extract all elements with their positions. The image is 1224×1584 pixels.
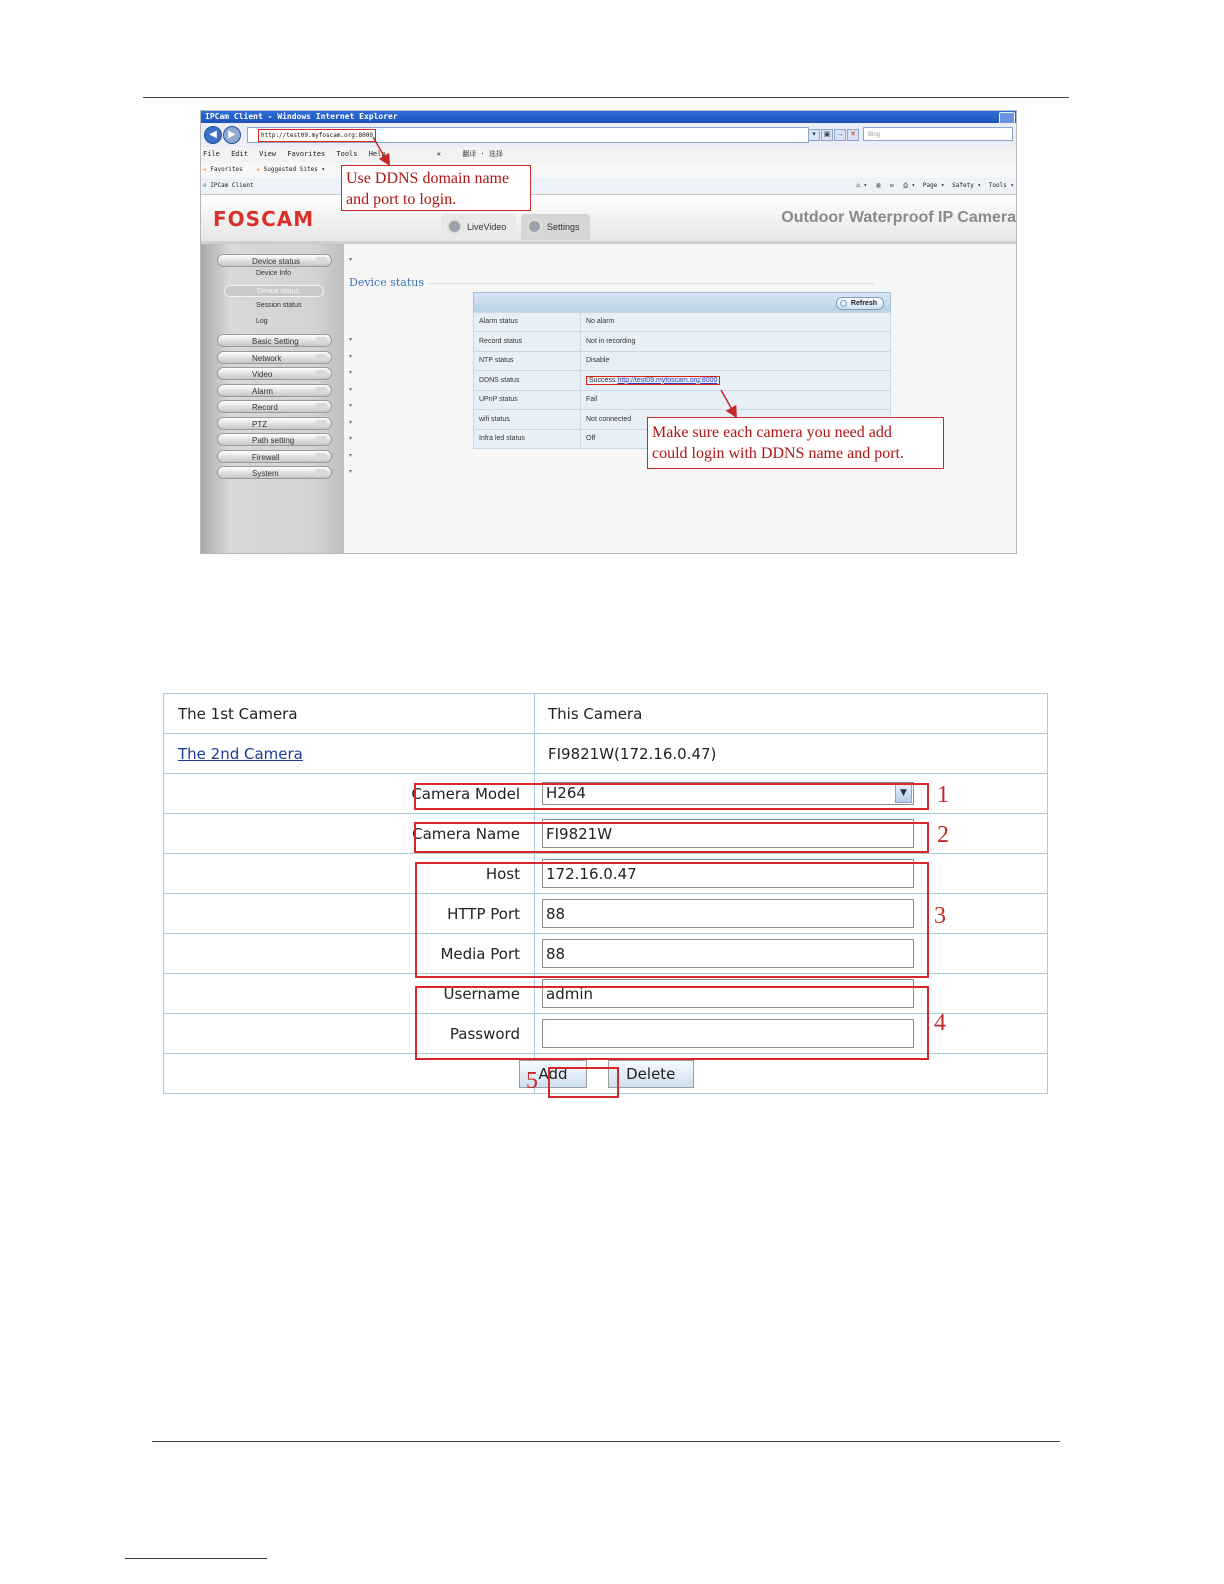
table-row	[164, 974, 1048, 1014]
status-label: UPnP status	[474, 390, 581, 410]
password-label: Password	[164, 1014, 535, 1054]
tools-menu[interactable]: Tools ▾	[988, 182, 1014, 189]
chevron-down-icon: ▾	[315, 403, 327, 410]
host-field[interactable]	[542, 859, 914, 888]
callout-line: could login with DDNS name and port.	[652, 445, 904, 462]
page-header-rule	[143, 97, 1069, 98]
chevron-down-icon[interactable]: ▼	[895, 784, 912, 803]
step-marker-2: 2	[937, 822, 949, 848]
second-camera-link[interactable]: The 2nd Camera	[178, 744, 303, 763]
password-cell	[535, 1014, 1048, 1054]
footnote-rule	[125, 1558, 267, 1559]
status-value: Off	[581, 429, 891, 449]
this-camera-label: This Camera	[535, 694, 1048, 734]
page-icon: e	[203, 182, 207, 189]
second-camera-cell	[164, 734, 535, 774]
sidebar-item-label: System	[252, 469, 279, 478]
sidebar-item-label: PTZ	[252, 420, 268, 429]
tab-settings-label: Settings	[547, 222, 580, 232]
status-label: Infra led status	[474, 429, 581, 449]
button-row-left	[164, 1054, 535, 1094]
username-field[interactable]	[542, 979, 914, 1008]
foscam-logo: FOSCAM	[213, 207, 315, 231]
chevron-down-icon: ▾	[315, 387, 327, 394]
table-row	[164, 814, 1048, 854]
camera-name-label: Camera Name	[164, 814, 535, 854]
chevron-down-icon: ▾	[315, 420, 327, 427]
status-label: Record status	[474, 332, 581, 352]
status-value: Not in recording	[581, 332, 891, 352]
sidebar-item-label: Alarm	[252, 387, 273, 396]
table-row	[164, 854, 1048, 894]
camera-name-cell	[535, 814, 1048, 854]
arrow-to-callout-2	[721, 390, 734, 413]
sidebar-item-label: Device status	[252, 257, 301, 266]
username-cell	[535, 974, 1048, 1014]
mail-icon[interactable]: ✉	[889, 182, 894, 189]
delete-button[interactable]: Delete	[608, 1060, 694, 1088]
chevron-down-icon: ▾	[315, 453, 327, 460]
print-icon[interactable]: ⎙ ▾	[903, 182, 916, 189]
suggested-sites[interactable]: Suggested Sites ▾	[263, 166, 326, 173]
table-row	[164, 1014, 1048, 1054]
sidebar-item-label: Video	[252, 370, 273, 379]
callout-line: and port to login.	[346, 191, 457, 208]
ddns-link[interactable]: http://test09.myfoscam.org:8000	[617, 376, 718, 384]
add-camera-form	[163, 693, 1048, 1104]
chevron-down-icon: ▾	[315, 436, 327, 443]
add-favorite-icon[interactable]: ★	[256, 166, 261, 173]
home-icon[interactable]: ⌂ ▾	[856, 182, 868, 189]
status-label: Alarm status	[474, 312, 581, 332]
feeds-icon[interactable]: ▤	[876, 182, 881, 189]
sidebar-item-label: Record	[252, 403, 278, 412]
chevron-down-icon: ▾	[315, 354, 327, 361]
chevron-down-icon: ▾	[315, 370, 327, 377]
password-field[interactable]	[542, 1019, 914, 1048]
refresh-label: Refresh	[850, 299, 877, 307]
table-row	[164, 1054, 1048, 1094]
safety-menu[interactable]: Safety ▾	[952, 182, 982, 189]
forward-icon[interactable]: ▶	[223, 126, 241, 144]
sidebar-item-label: Firewall	[252, 453, 280, 462]
media-port-cell	[535, 934, 1048, 974]
table-row	[164, 894, 1048, 934]
http-port-cell	[535, 894, 1048, 934]
status-label: wifi status	[474, 410, 581, 430]
http-port-label: HTTP Port	[164, 894, 535, 934]
sidebar-sub-log[interactable]: Log	[256, 318, 268, 325]
status-value: Not connected	[581, 410, 891, 430]
step-marker-4: 4	[934, 1010, 946, 1036]
host-cell	[535, 854, 1048, 894]
status-label: NTP status	[474, 351, 581, 371]
favorites-button[interactable]: Favorites	[210, 166, 243, 173]
first-camera-label[interactable]: The 1st Camera	[164, 694, 535, 734]
status-value: Disable	[581, 351, 891, 371]
status-value: No alarm	[581, 312, 891, 332]
table-row	[164, 694, 1048, 734]
sidebar-sub-device-status[interactable]: Device status	[224, 285, 324, 297]
menu-edit[interactable]: Edit	[231, 150, 248, 158]
menu-tools[interactable]: Tools	[336, 150, 358, 158]
arrow-to-callout-1	[373, 137, 387, 161]
back-icon[interactable]: ◀	[204, 126, 222, 144]
browser-tab[interactable]: IPCam Client	[210, 182, 254, 189]
menu-favorites[interactable]: Favorites	[287, 150, 326, 158]
step-marker-1: 1	[937, 782, 949, 808]
translate-menu[interactable]: 翻译 · 选择	[462, 150, 503, 158]
app-title: Outdoor Waterproof IP Camera	[781, 209, 1016, 226]
table-row	[164, 934, 1048, 974]
sidebar-item-label: Path setting	[252, 436, 295, 445]
compat-icon[interactable]: ▣	[821, 129, 833, 141]
tab-livevideo-label: LiveVideo	[467, 222, 507, 232]
status-label: DDNS status	[474, 371, 581, 391]
menu-view[interactable]: View	[259, 150, 277, 158]
http-port-field[interactable]	[542, 899, 914, 928]
browser-screenshot	[200, 110, 1017, 554]
page-footer-rule	[152, 1441, 1060, 1442]
chevron-down-icon: ▾	[315, 469, 327, 476]
sidebar-item-label: Network	[252, 354, 282, 363]
star-icon: ★	[203, 166, 207, 173]
table-row	[164, 774, 1048, 814]
url-text[interactable]: http://test09.myfoscam.org:8000	[258, 129, 376, 142]
sidebar-sub-session-status[interactable]: Session status	[256, 302, 302, 309]
callout-line: Use DDNS domain name	[346, 170, 510, 187]
section-title: Device status	[349, 276, 425, 289]
camera-model-label: Camera Model	[164, 774, 535, 814]
second-camera-info: FI9821W(172.16.0.47)	[535, 734, 1048, 774]
step-marker-5: 5	[526, 1068, 538, 1094]
chevron-down-icon: ▾	[315, 337, 327, 344]
window-title: IPCam Client - Windows Internet Explorer	[205, 112, 398, 121]
sidebar-item-label: Basic Setting	[252, 337, 299, 346]
username-label: Username	[164, 974, 535, 1014]
search-placeholder: Bing	[868, 132, 881, 138]
callout-line: Make sure each camera you need add	[652, 424, 892, 441]
media-port-label: Media Port	[164, 934, 535, 974]
camera-model-cell	[535, 774, 1048, 814]
table-row	[164, 734, 1048, 774]
ddns-status-text: Success	[589, 376, 616, 384]
dropdown-icon[interactable]: ▾	[808, 129, 820, 141]
add-button[interactable]: Add	[519, 1060, 587, 1088]
media-port-field[interactable]	[542, 939, 914, 968]
camera-form-table	[163, 693, 1048, 1094]
camera-model-value: H264	[546, 784, 586, 802]
host-label: Host	[164, 854, 535, 894]
camera-name-field[interactable]	[542, 819, 914, 848]
page-menu[interactable]: Page ▾	[922, 182, 945, 189]
chevron-down-icon: ▾	[315, 257, 327, 264]
callout-arrows	[201, 111, 1017, 554]
step-marker-3: 3	[934, 903, 946, 929]
status-value: Fail	[581, 390, 891, 410]
stop-icon[interactable]: ✕	[847, 129, 859, 141]
menu-file[interactable]: File	[203, 150, 220, 158]
sidebar-sub-device-info[interactable]: Device Info	[256, 270, 292, 277]
close-menu-icon[interactable]: ✕	[436, 150, 441, 158]
camera-model-select[interactable]	[542, 782, 914, 805]
button-row-right	[535, 1054, 1048, 1094]
refresh-icon[interactable]: →	[834, 129, 846, 141]
menu-help[interactable]: Help	[368, 150, 386, 158]
